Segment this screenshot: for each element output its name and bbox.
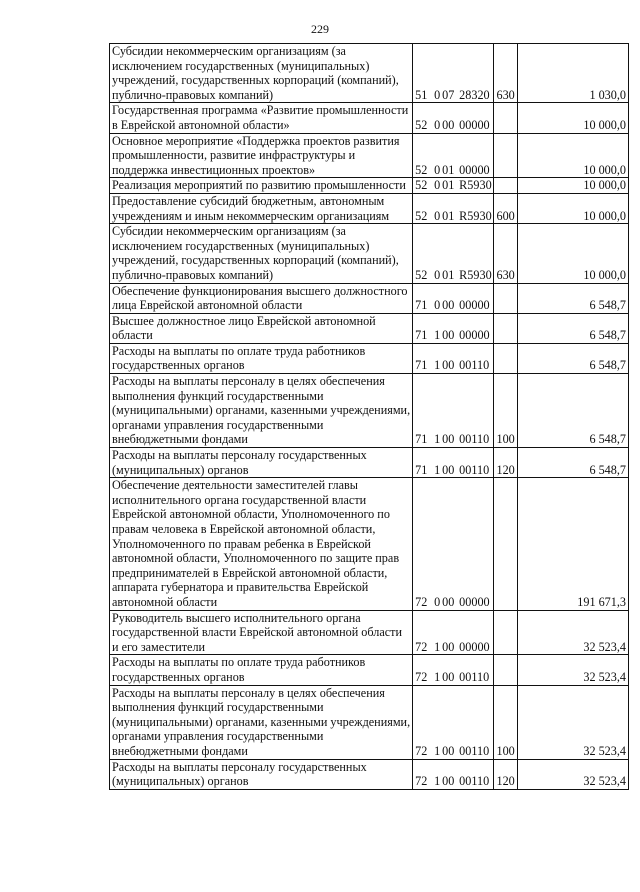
row-sum: 10 000,0	[517, 193, 628, 223]
table-row	[110, 685, 629, 759]
code-direction: 00000	[459, 328, 490, 343]
code-program: 72	[415, 743, 428, 758]
code-direction: 28320	[459, 87, 490, 102]
row-kvr	[494, 178, 517, 194]
row-code	[413, 133, 494, 178]
table-row	[110, 343, 629, 373]
code-program: 72	[415, 594, 428, 609]
row-code	[413, 224, 494, 283]
code-event: 00	[442, 432, 455, 447]
code-subprogram: 0	[434, 178, 441, 193]
code-direction: R5930	[459, 208, 492, 223]
code-program: 72	[415, 774, 428, 789]
table-row	[110, 178, 629, 194]
code-subprogram: 0	[434, 594, 441, 609]
row-sum: 10 000,0	[517, 178, 628, 194]
row-kvr	[494, 283, 517, 313]
budget-table-body	[110, 44, 629, 790]
row-code	[413, 313, 494, 343]
row-code	[413, 193, 494, 223]
row-sum: 191 671,3	[517, 478, 628, 610]
row-name: Обеспечение функционирования высшего должностного лица Еврейской автономной области	[110, 283, 413, 313]
code-event: 00	[442, 298, 455, 313]
table-row	[110, 759, 629, 789]
table-row	[110, 283, 629, 313]
page-number: 229	[311, 22, 329, 36]
row-name: Расходы на выплаты персоналу в целях обеспечения выполнения функций государственными (муниципальными) органами, казенными учреждениями, органами управления государственными внебюджетными фондами	[110, 685, 413, 759]
code-subprogram: 0	[434, 208, 441, 223]
row-sum: 1 030,0	[517, 44, 628, 103]
row-name: Расходы на выплаты по оплате труда работников государственных органов	[110, 343, 413, 373]
code-event: 07	[442, 87, 455, 102]
code-event: 01	[442, 208, 455, 223]
row-name: Высшее должностное лицо Еврейской автономной области	[110, 313, 413, 343]
row-name: Основное мероприятие «Поддержка проектов развития промышленности, развитие инфраструктуры и поддержка инвестиционных проектов»	[110, 133, 413, 178]
row-kvr	[494, 133, 517, 178]
code-event: 01	[442, 267, 455, 282]
row-kvr	[494, 313, 517, 343]
code-subprogram: 1	[434, 639, 441, 654]
code-direction: 00110	[459, 669, 490, 684]
code-program: 71	[415, 432, 428, 447]
row-code	[413, 655, 494, 685]
code-subprogram: 0	[434, 267, 441, 282]
table-row	[110, 103, 629, 133]
row-code	[413, 685, 494, 759]
code-direction: 00110	[459, 774, 490, 789]
code-direction: 00000	[459, 117, 490, 132]
row-kvr: 120	[494, 448, 517, 478]
row-sum: 6 548,7	[517, 448, 628, 478]
row-sum: 6 548,7	[517, 313, 628, 343]
code-program: 71	[415, 462, 428, 477]
code-subprogram: 1	[434, 432, 441, 447]
code-subprogram: 0	[434, 298, 441, 313]
row-code	[413, 610, 494, 655]
code-subprogram: 1	[434, 358, 441, 373]
row-code	[413, 44, 494, 103]
row-kvr: 100	[494, 685, 517, 759]
row-name: Расходы на выплаты персоналу государственных (муниципальных) органов	[110, 448, 413, 478]
code-event: 00	[442, 639, 455, 654]
code-event: 01	[442, 162, 455, 177]
row-name: Обеспечение деятельности заместителей главы исполнительного органа государственной власти Еврейской автономной области, Уполномоченного по правам человека в Еврейской автономной области, Уполномоченного по правам ребенка в Еврейской автономной области, Уполномоченного по защите прав предпринимателей в Еврейской автономной области, аппарата губернатора и правительства Еврейской автономной области	[110, 478, 413, 610]
code-program: 52	[415, 162, 428, 177]
row-sum: 6 548,7	[517, 343, 628, 373]
row-name: Государственная программа «Развитие промышленности в Еврейской автономной области»	[110, 103, 413, 133]
code-event: 00	[442, 774, 455, 789]
code-direction: R5930	[459, 178, 492, 193]
budget-table	[109, 43, 629, 790]
row-name: Расходы на выплаты персоналу государственных (муниципальных) органов	[110, 759, 413, 789]
code-direction: R5930	[459, 267, 492, 282]
row-kvr	[494, 478, 517, 610]
row-code	[413, 103, 494, 133]
row-code	[413, 283, 494, 313]
row-code	[413, 343, 494, 373]
row-kvr: 120	[494, 759, 517, 789]
table-row	[110, 224, 629, 283]
code-subprogram: 1	[434, 462, 441, 477]
code-event: 00	[442, 669, 455, 684]
row-name: Субсидии некоммерческим организациям (за исключением государственных (муниципальных) учреждений, государственных корпораций (компаний), публично-правовых компаний)	[110, 44, 413, 103]
row-sum: 32 523,4	[517, 655, 628, 685]
row-code	[413, 178, 494, 194]
code-event: 00	[442, 743, 455, 758]
code-direction: 00000	[459, 594, 490, 609]
table-row	[110, 374, 629, 448]
code-program: 71	[415, 358, 428, 373]
code-subprogram: 0	[434, 87, 441, 102]
row-kvr	[494, 655, 517, 685]
code-event: 01	[442, 178, 455, 193]
row-kvr: 630	[494, 44, 517, 103]
code-event: 00	[442, 358, 455, 373]
code-event: 00	[442, 117, 455, 132]
row-kvr: 600	[494, 193, 517, 223]
table-row	[110, 193, 629, 223]
row-sum: 32 523,4	[517, 685, 628, 759]
code-program: 72	[415, 669, 428, 684]
row-code	[413, 374, 494, 448]
code-event: 00	[442, 594, 455, 609]
table-row	[110, 448, 629, 478]
row-sum: 6 548,7	[517, 374, 628, 448]
code-subprogram: 0	[434, 162, 441, 177]
row-sum: 6 548,7	[517, 283, 628, 313]
code-program: 52	[415, 267, 428, 282]
code-program: 52	[415, 178, 428, 193]
row-sum: 32 523,4	[517, 610, 628, 655]
code-subprogram: 1	[434, 328, 441, 343]
row-name: Расходы на выплаты персоналу в целях обеспечения выполнения функций государственными (муниципальными) органами, казенными учреждениями, органами управления государственными внебюджетными фондами	[110, 374, 413, 448]
row-sum: 10 000,0	[517, 224, 628, 283]
code-program: 71	[415, 298, 428, 313]
row-kvr	[494, 610, 517, 655]
table-row	[110, 478, 629, 610]
code-event: 00	[442, 328, 455, 343]
row-name: Расходы на выплаты по оплате труда работников государственных органов	[110, 655, 413, 685]
code-program: 51	[415, 87, 428, 102]
code-direction: 00110	[459, 432, 490, 447]
code-direction: 00110	[459, 462, 490, 477]
code-direction: 00000	[459, 162, 490, 177]
code-subprogram: 0	[434, 117, 441, 132]
row-sum: 10 000,0	[517, 133, 628, 178]
row-name: Руководитель высшего исполнительного органа государственной власти Еврейской автономной области и его заместители	[110, 610, 413, 655]
row-kvr: 630	[494, 224, 517, 283]
code-subprogram: 1	[434, 774, 441, 789]
code-subprogram: 1	[434, 669, 441, 684]
row-code	[413, 448, 494, 478]
row-sum: 10 000,0	[517, 103, 628, 133]
table-row	[110, 44, 629, 103]
table-row	[110, 655, 629, 685]
code-program: 71	[415, 328, 428, 343]
code-direction: 00110	[459, 358, 490, 373]
code-direction: 00110	[459, 743, 490, 758]
row-code	[413, 759, 494, 789]
row-name: Реализация мероприятий по развитию промышленности	[110, 178, 413, 194]
code-program: 52	[415, 117, 428, 132]
code-program: 52	[415, 208, 428, 223]
code-direction: 00000	[459, 298, 490, 313]
code-direction: 00000	[459, 639, 490, 654]
row-kvr	[494, 103, 517, 133]
table-row	[110, 313, 629, 343]
code-subprogram: 1	[434, 743, 441, 758]
table-row	[110, 610, 629, 655]
row-code	[413, 478, 494, 610]
row-kvr: 100	[494, 374, 517, 448]
code-event: 00	[442, 462, 455, 477]
code-program: 72	[415, 639, 428, 654]
row-sum: 32 523,4	[517, 759, 628, 789]
table-row	[110, 133, 629, 178]
row-name: Субсидии некоммерческим организациям (за исключением государственных (муниципальных) учреждений, государственных корпораций (компаний), публично-правовых компаний)	[110, 224, 413, 283]
row-name: Предоставление субсидий бюджетным, автономным учреждениям и иным некоммерческим организациям	[110, 193, 413, 223]
row-kvr	[494, 343, 517, 373]
